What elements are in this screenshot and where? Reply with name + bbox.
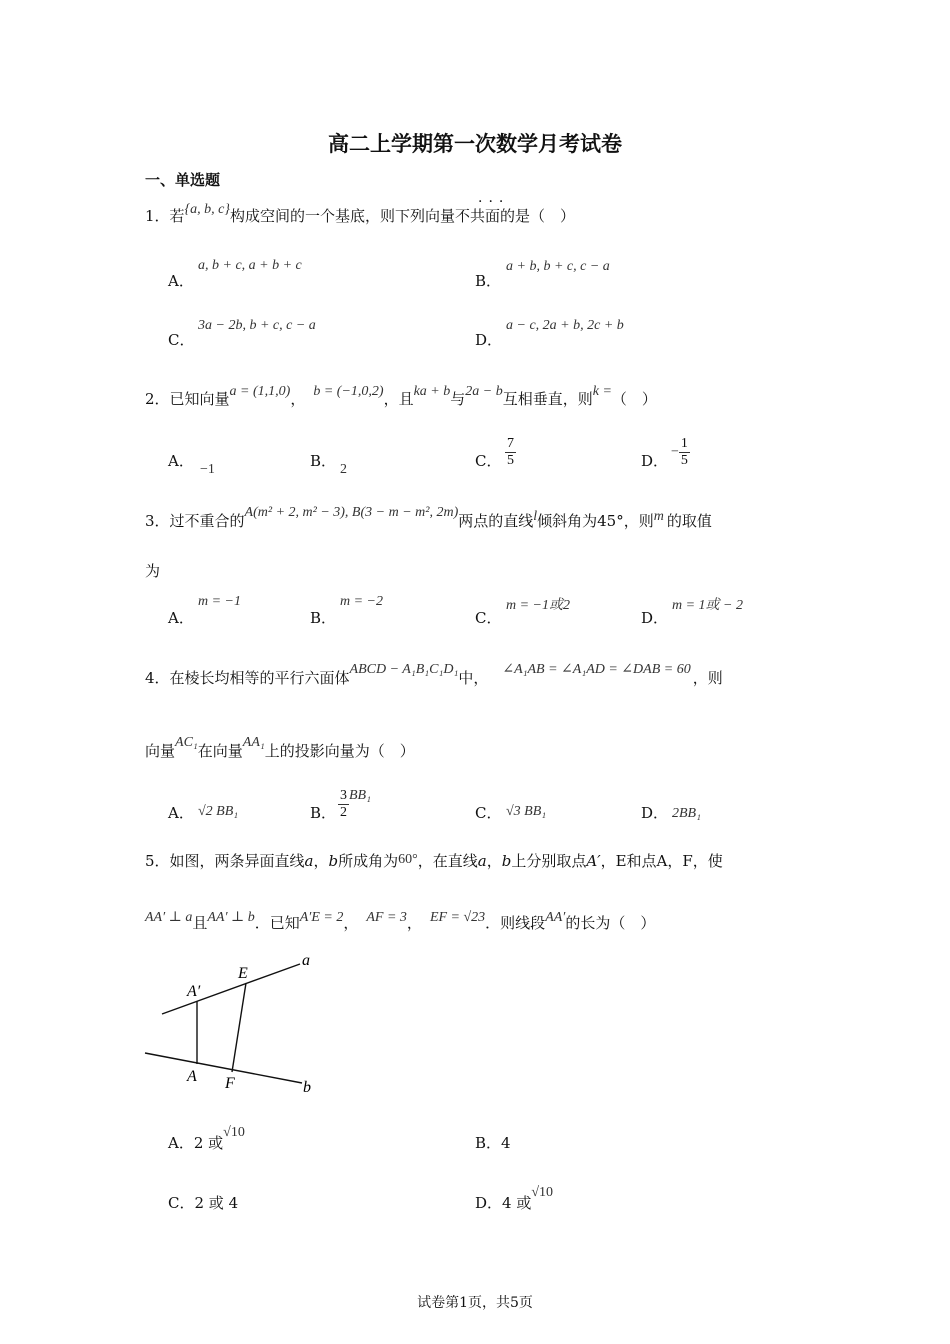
q1-option-b[interactable]: B． xyxy=(475,272,502,290)
label-a: a xyxy=(302,952,310,969)
q3-option-a[interactable]: A． xyxy=(168,609,194,627)
q3-option-c[interactable]: C． xyxy=(475,609,502,627)
question-3-cont: 为 xyxy=(145,562,161,580)
label-b: b xyxy=(303,1079,311,1096)
q1-option-a[interactable]: A． xyxy=(168,272,194,290)
question-4: 4．在棱长均相等的平行六面体ABCD − A₁B₁C₁D₁中， ∠A₁AB = ∠A₁AD = ∠DAB = 60 ，则 xyxy=(145,662,723,687)
q5-option-b[interactable]: B．4 xyxy=(475,1134,511,1152)
label-f: F xyxy=(225,1075,235,1092)
skew-lines-figure xyxy=(140,950,330,1100)
q2-option-c[interactable]: C． xyxy=(475,452,502,470)
question-5: 5．如图，两条异面直线a，b所成角为60°，在直线a，b上分别取点A′，E和点A，F，使 xyxy=(145,852,723,870)
q4-option-a[interactable]: A． xyxy=(168,804,194,822)
q2-option-d-fraction: − $\frac{1}{5}$ xyxy=(671,436,688,468)
question-5-cont: AA′ ⊥ a且AA′ ⊥ b．已知A′E = 2， AF = 3， EF = √23．则线段AA′的长为（ ） xyxy=(145,910,656,932)
emphasis-dots: ··· xyxy=(478,194,510,210)
q2-option-a[interactable]: A． xyxy=(168,452,194,470)
q1-option-c-math: 3a − 2b, b + c, c − a xyxy=(198,318,316,333)
page-footer: 试卷第1页，共5页 xyxy=(417,1295,533,1311)
q1-option-d-math: a − c, 2a + b, 2c + b xyxy=(506,318,624,333)
q5-option-d[interactable]: D．4 或√10 xyxy=(475,1185,554,1212)
q4-option-c[interactable]: C． xyxy=(475,804,502,822)
question-3: 3．过不重合的A(m² + 2, m² − 3), B(3 − m − m², 2m)两点的直线l倾斜角为45°，则m 的取值 xyxy=(145,505,712,530)
label-a-prime: A′ xyxy=(187,983,201,1000)
q1-option-c[interactable]: C． xyxy=(168,331,195,349)
q3-option-c-math: m = −1或2 xyxy=(506,598,571,613)
q3-option-b[interactable]: B． xyxy=(310,609,337,627)
vector-b: b = (−1,0,2) xyxy=(313,384,384,399)
angle-condition: ∠A₁AB = ∠A₁AD = ∠DAB = 60 xyxy=(502,662,691,677)
q3-option-b-math: m = −2 xyxy=(340,594,384,609)
question-1: 1．若{a, b, c}构成空间的一个基底，则下列向量不共面的是（ ） xyxy=(145,202,575,225)
points-ab: A(m² + 2, m² − 3), B(3 − m − m², 2m) xyxy=(244,505,459,520)
segment-ef xyxy=(232,983,246,1072)
q5-option-a[interactable]: A．2 或√10 xyxy=(168,1125,245,1152)
q3-option-d[interactable]: D． xyxy=(641,609,669,627)
q4-option-b-fraction: $\frac{3}{2}$ BB₁ xyxy=(340,788,371,820)
line-b xyxy=(145,1053,302,1083)
parallelepiped: ABCD − A₁B₁C₁D₁ xyxy=(349,662,459,677)
q4-option-c-math: √3 BB₁ xyxy=(506,804,547,819)
q5-option-c[interactable]: C．2 或 4 xyxy=(168,1194,239,1212)
line-a xyxy=(162,964,300,1014)
basis-set: {a, b, c} xyxy=(184,202,230,217)
q1-option-a-math: a, b + c, a + b + c xyxy=(198,258,302,273)
section-heading: 一、单选题 xyxy=(145,171,221,189)
q4-option-a-math: √2 BB₁ xyxy=(198,804,239,819)
q4-option-d[interactable]: D． xyxy=(641,804,669,822)
q2-option-b-math: 2 xyxy=(340,462,347,477)
q3-option-a-math: m = −1 xyxy=(198,594,242,609)
q3-option-d-math: m = 1或 − 2 xyxy=(672,598,744,613)
question-2: 2．已知向量a = (1,1,0)， b = (−1,0,2)，且ka + b与2a − b互相垂直，则k =（ ） xyxy=(145,384,657,408)
q1-option-b-math: a + b, b + c, c − a xyxy=(506,259,610,274)
vector-a: a = (1,1,0) xyxy=(229,384,291,399)
question-4-cont: 向量AC₁在向量AA₁上的投影向量为（ ） xyxy=(145,735,415,760)
q2-option-d[interactable]: D． xyxy=(641,452,669,470)
q2-option-b[interactable]: B． xyxy=(310,452,337,470)
page-title: 高二上学期第一次数学月考试卷 xyxy=(328,131,622,156)
q2-option-c-fraction: $\frac{7}{5}$ xyxy=(507,436,514,468)
q4-option-d-math: 2BB₁ xyxy=(672,806,701,821)
question-1-text: 构成空间的一个基底，则下列向量不共面的是（ ） xyxy=(229,207,575,225)
label-e: E xyxy=(238,965,248,982)
q4-option-b[interactable]: B． xyxy=(310,804,337,822)
q2-option-a-math: −1 xyxy=(200,462,215,477)
q1-option-d[interactable]: D． xyxy=(475,331,503,349)
label-point-a: A xyxy=(187,1068,197,1085)
